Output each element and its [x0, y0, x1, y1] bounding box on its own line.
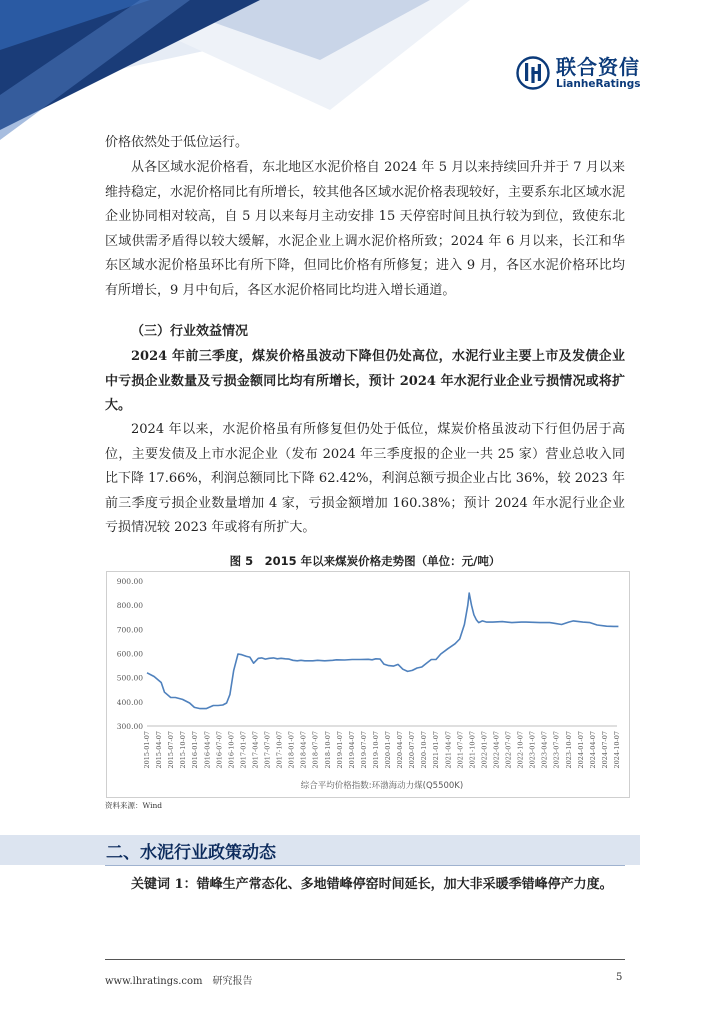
paragraph-regional-prices: 从各区域水泥价格看，东北地区水泥价格自 2024 年 5 月以来持续回升并于 7 月以来维持稳定，水泥价格同比有所增长，较其他各区域水泥价格表现较好，主要系东北区域水泥企业协同相对较高，自 5 月以来每月主动安排 15 天停窑时间且执行较为到位，致使东北区域供需矛盾得以较大缓解，水泥企业上调水泥价格所致；2024 年 6 月以来，长江和华东区域水泥价格虽环比有所下降，但同比价格有所修复；进入 9 月，各区水泥价格环比均有所增长，9 月中旬后，各区水泥价格同比均进入增长通道。 — [105, 160, 626, 298]
x-tick-label: 2024-01-07 — [576, 731, 585, 769]
x-tick-label: 2017-01-07 — [239, 731, 248, 769]
x-tick-label: 2017-10-07 — [275, 731, 284, 769]
x-tick-label: 2021-01-07 — [432, 731, 441, 769]
logo-english-name: LianheRatings — [556, 78, 641, 90]
sub-heading-industry-efficiency: （三）行业效益情况 — [131, 324, 249, 339]
x-tick-label: 2018-07-07 — [311, 731, 320, 769]
y-tick-label: 400.00 — [116, 697, 143, 707]
logo-chinese-name: 联合资信 — [556, 55, 640, 79]
x-tick-label: 2019-07-07 — [359, 731, 368, 769]
brand-logo — [516, 56, 640, 90]
footer-website[interactable]: www.lhratings.com — [105, 976, 203, 987]
x-tick-label: 2017-04-07 — [251, 731, 260, 769]
x-tick-label: 2019-04-07 — [347, 731, 356, 769]
x-tick-label: 2016-07-07 — [215, 731, 224, 769]
y-tick-label: 700.00 — [116, 625, 143, 635]
x-tick-label: 2021-10-07 — [468, 731, 477, 769]
x-tick-label: 2017-07-07 — [263, 731, 272, 769]
x-tick-label: 2022-07-07 — [504, 731, 513, 769]
x-tick-label: 2021-04-07 — [444, 731, 453, 769]
y-tick-label: 300.00 — [116, 722, 143, 731]
x-tick-label: 2019-10-07 — [371, 731, 380, 769]
x-tick-label: 2016-04-07 — [203, 731, 212, 769]
footer-divider — [105, 959, 625, 960]
x-tick-label: 2015-01-07 — [143, 731, 151, 769]
x-tick-label: 2022-04-07 — [492, 731, 501, 769]
lianhe-logo-icon — [516, 56, 550, 90]
x-tick-label: 2024-04-07 — [588, 731, 597, 769]
x-tick-label: 2024-10-07 — [613, 731, 621, 769]
x-tick-label: 2020-01-07 — [384, 731, 393, 769]
footer-left — [105, 972, 263, 987]
x-tick-label: 2022-10-07 — [516, 731, 525, 769]
chart-canvas — [107, 572, 629, 797]
paragraph-profit-analysis: 2024 年以来，水泥价格虽有所修复但仍处于低位，煤炭价格虽波动下行但仍居于高位，主要发债及上市水泥企业（发布 2024 年三季度报的企业一共 25 家）营业总收入同比下降 17.66%，利润总额同比下降 62.42%，利润总额亏损企业占比 36%，较 2023 年前三季度亏损企业数量增加 4 家，亏损金额增加 160.38%；预计 2024 年水泥行业企业亏损情况较 2023 年或将有所扩大。 — [105, 422, 625, 536]
x-tick-label: 2019-01-07 — [335, 731, 344, 769]
x-tick-label: 2020-04-07 — [396, 731, 405, 769]
paragraph-key-finding: 2024 年前三季度，煤炭价格虽波动下降但仍处高位，水泥行业主要上市及发债企业中亏损企业数量及亏损金额同比均有所增长，预计 2024 年水泥行业企业亏损情况或将扩大。 — [105, 349, 625, 414]
x-tick-label: 2020-07-07 — [408, 731, 417, 769]
x-tick-label: 2018-01-07 — [287, 731, 296, 769]
coal-price-chart — [106, 571, 630, 798]
y-tick-label: 500.00 — [116, 673, 143, 683]
x-tick-label: 2023-01-07 — [528, 731, 537, 769]
x-tick-label: 2023-07-07 — [552, 731, 561, 769]
page-number: 5 — [616, 972, 623, 983]
x-tick-label: 2023-04-07 — [540, 731, 549, 769]
x-tick-label: 2018-04-07 — [299, 731, 308, 769]
keyword-paragraph: 关键词 1：错峰生产常态化、多地错峰停窑时间延长，加大非采暖季错峰停产力度。 — [131, 877, 613, 892]
footer-report-type: 研究报告 — [212, 976, 253, 987]
legend-label: 综合平均价格指数:环渤海动力煤(Q5500K) — [300, 781, 464, 791]
figure-title: 图 5 2015 年以来煤炭价格走势图（单位：元/吨） — [229, 554, 501, 568]
section-underline — [105, 865, 625, 866]
x-tick-label: 2022-01-07 — [480, 731, 489, 769]
x-tick-label: 2018-10-07 — [323, 731, 332, 769]
figure-source: 资料来源：Wind — [105, 801, 163, 810]
y-tick-label: 900.00 — [116, 577, 143, 586]
series-line — [147, 593, 618, 709]
x-tick-label: 2020-10-07 — [420, 731, 429, 769]
y-tick-label: 800.00 — [116, 601, 143, 611]
x-tick-label: 2016-10-07 — [227, 731, 236, 769]
x-tick-label: 2021-07-07 — [456, 731, 465, 769]
x-tick-label: 2016-01-07 — [191, 731, 200, 769]
section-heading-bar — [0, 835, 640, 865]
paragraph-continuation: 价格依然处于低位运行。 — [105, 135, 249, 150]
corner-decoration — [0, 0, 480, 150]
x-tick-label: 2023-10-07 — [564, 731, 573, 769]
section-title: 二、水泥行业政策动态 — [106, 843, 276, 863]
x-tick-label: 2015-07-07 — [167, 731, 176, 769]
x-tick-label: 2015-10-07 — [179, 731, 188, 769]
x-tick-label: 2024-07-07 — [600, 731, 609, 769]
x-tick-label: 2015-04-07 — [155, 731, 164, 769]
y-tick-label: 600.00 — [116, 649, 143, 659]
